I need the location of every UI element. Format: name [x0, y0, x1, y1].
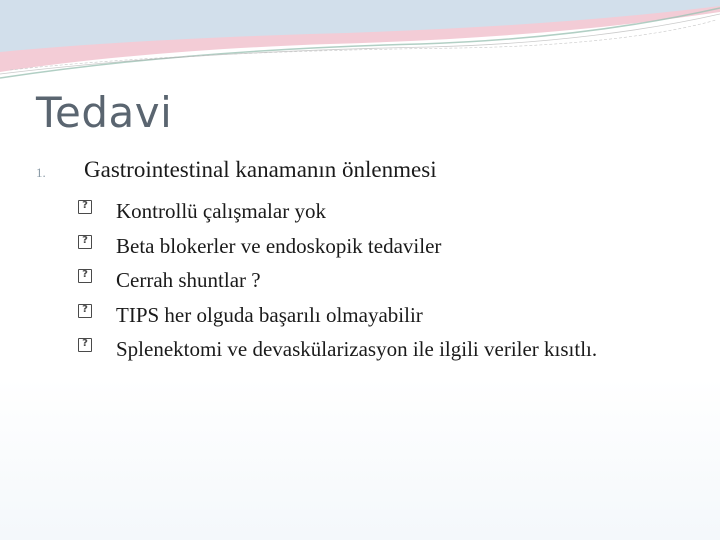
- checkbox-bullet-icon: [78, 304, 92, 318]
- bullet-list: [78, 194, 638, 367]
- list-item-text: Beta blokerler ve endoskopik tedaviler: [116, 233, 442, 258]
- list-heading: [36, 157, 437, 183]
- list-item-text: Splenektomi ve devaskülarizasyon ile ilgili veriler kısıtlı.: [116, 337, 598, 361]
- header-decoration: [0, 0, 720, 90]
- list-item: [78, 298, 638, 333]
- checkbox-bullet-icon: [78, 338, 92, 352]
- checkbox-bullet-icon: [78, 235, 92, 249]
- list-item-text: TIPS her olguda başarılı olmayabilir: [116, 302, 423, 327]
- checkbox-bullet-icon: [78, 200, 92, 214]
- list-item: [78, 229, 638, 264]
- list-item: [78, 332, 638, 367]
- list-item: [78, 263, 638, 298]
- list-number: 1.: [36, 165, 46, 180]
- list-item-text: Cerrah shuntlar ?: [116, 268, 261, 292]
- list-heading-text: Gastrointestinal kanamanın önlenmesi: [84, 157, 437, 182]
- slide-title: Tedavi: [36, 88, 173, 137]
- list-item-text: Kontrollü çalışmalar yok: [116, 199, 326, 223]
- checkbox-bullet-icon: [78, 269, 92, 283]
- list-item: [78, 194, 638, 229]
